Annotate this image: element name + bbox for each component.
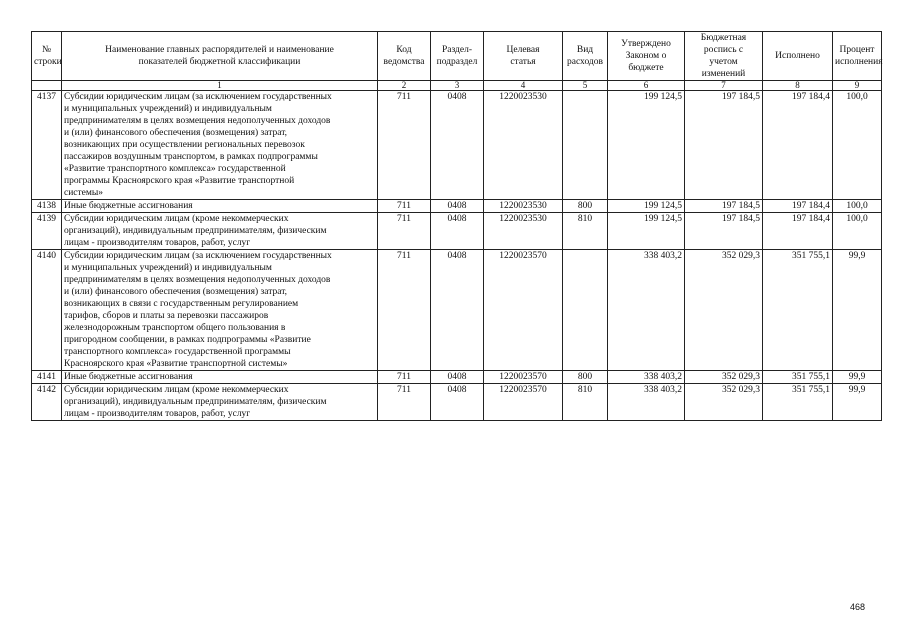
row-number: 4140 [32,250,62,371]
budget-amount: 197 184,5 [685,213,763,250]
row-number: 4141 [32,371,62,384]
approved-amount: 338 403,2 [608,371,685,384]
row-number: 4142 [32,384,62,421]
expense-type: 810 [563,213,608,250]
budget-amount: 352 029,3 [685,384,763,421]
executed-amount: 351 755,1 [763,371,833,384]
approved-amount: 199 124,5 [608,213,685,250]
row-number: 4137 [32,91,62,200]
executed-amount: 197 184,4 [763,213,833,250]
target-code: 1220023530 [484,200,563,213]
header-budget-list: Бюджетная роспись с учетом изменений [685,32,763,81]
header-row [32,32,882,81]
budget-amount: 197 184,5 [685,91,763,200]
header-expense-type: Вид расходов [563,32,608,81]
budget-amount: 197 184,5 [685,200,763,213]
row-name: Субсидии юридическим лицам (кроме некоммерческих организаций), индивидуальным предпринимателям, физическим лицам - производителям товаров, работ, услуг [62,384,378,421]
approved-amount: 199 124,5 [608,91,685,200]
column-number: 8 [763,81,833,91]
dept-code: 711 [378,384,431,421]
execution-percent: 100,0 [833,91,882,200]
table-row [32,250,882,371]
execution-percent: 99,9 [833,250,882,371]
table-row [32,384,882,421]
approved-amount: 338 403,2 [608,250,685,371]
execution-percent: 100,0 [833,213,882,250]
section-code: 0408 [431,384,484,421]
dept-code: 711 [378,371,431,384]
dept-code: 711 [378,250,431,371]
section-code: 0408 [431,250,484,371]
column-number-row [32,81,882,91]
column-number: 3 [431,81,484,91]
expense-type: 800 [563,371,608,384]
table-row [32,371,882,384]
execution-percent: 99,9 [833,371,882,384]
section-code: 0408 [431,91,484,200]
header-executed: Исполнено [763,32,833,81]
expense-type: 800 [563,200,608,213]
column-number: 7 [685,81,763,91]
executed-amount: 197 184,4 [763,200,833,213]
column-number: 5 [563,81,608,91]
section-code: 0408 [431,213,484,250]
expense-type [563,250,608,371]
execution-percent: 100,0 [833,200,882,213]
page-number: 468 [849,602,865,612]
table-row [32,200,882,213]
header-section: Раздел- подраздел [431,32,484,81]
target-code: 1220023530 [484,91,563,200]
table-row [32,91,882,200]
dept-code: 711 [378,213,431,250]
row-name: Субсидии юридическим лицам (за исключением государственных и муниципальных учреждений) и индивидуальным предпринимателям в целях возмещения недополученных доходов и (или) финансового обеспечения (возмещения) затрат, возникающих в связи с государственным регулированием тарифов, сборов и платы за перевозки пассажиров железнодорожным транспортом общего пользования в пригородном сообщении, в рамках подпрограммы «Развитие транспортного комплекса» государственной программы Красноярского края «Развитие транспортной системы» [62,250,378,371]
header-approved: Утверждено Законом о бюджете [608,32,685,81]
row-name: Субсидии юридическим лицам (за исключением государственных и муниципальных учреждений) и индивидуальным предпринимателям в целях возмещения недополученных доходов и (или) финансового обеспечения (возмещения) затрат, возникающих при осуществлении региональных перевозок пассажиров воздушным транспортом, в рамках подпрограммы «Развитие транспортного комплекса» государственной программы Красноярского края «Развитие транспортной системы» [62,91,378,200]
column-number: 2 [378,81,431,91]
target-code: 1220023570 [484,384,563,421]
header-row-no: № строки [32,32,62,81]
target-code: 1220023570 [484,371,563,384]
dept-code: 711 [378,200,431,213]
header-target: Целевая статья [484,32,563,81]
table-row [32,213,882,250]
budget-amount: 352 029,3 [685,371,763,384]
approved-amount: 338 403,2 [608,384,685,421]
section-code: 0408 [431,200,484,213]
section-code: 0408 [431,371,484,384]
approved-amount: 199 124,5 [608,200,685,213]
execution-percent: 99,9 [833,384,882,421]
row-name: Субсидии юридическим лицам (кроме некоммерческих организаций), индивидуальным предпринимателям, физическим лицам - производителям товаров, работ, услуг [62,213,378,250]
expense-type: 810 [563,384,608,421]
target-code: 1220023570 [484,250,563,371]
target-code: 1220023530 [484,213,563,250]
column-number [32,81,62,91]
row-name: Иные бюджетные ассигнования [62,200,378,213]
row-number: 4138 [32,200,62,213]
column-number: 6 [608,81,685,91]
budget-table [31,31,882,421]
executed-amount: 197 184,4 [763,91,833,200]
header-percent: Процент исполнения [833,32,882,81]
column-number: 1 [62,81,378,91]
row-number: 4139 [32,213,62,250]
column-number: 9 [833,81,882,91]
executed-amount: 351 755,1 [763,250,833,371]
column-number: 4 [484,81,563,91]
budget-amount: 352 029,3 [685,250,763,371]
expense-type [563,91,608,200]
header-dept-code: Код ведомства [378,32,431,81]
header-name: Наименование главных распорядителей и наименование показателей бюджетной классификации [62,32,378,81]
executed-amount: 351 755,1 [763,384,833,421]
row-name: Иные бюджетные ассигнования [62,371,378,384]
dept-code: 711 [378,91,431,200]
